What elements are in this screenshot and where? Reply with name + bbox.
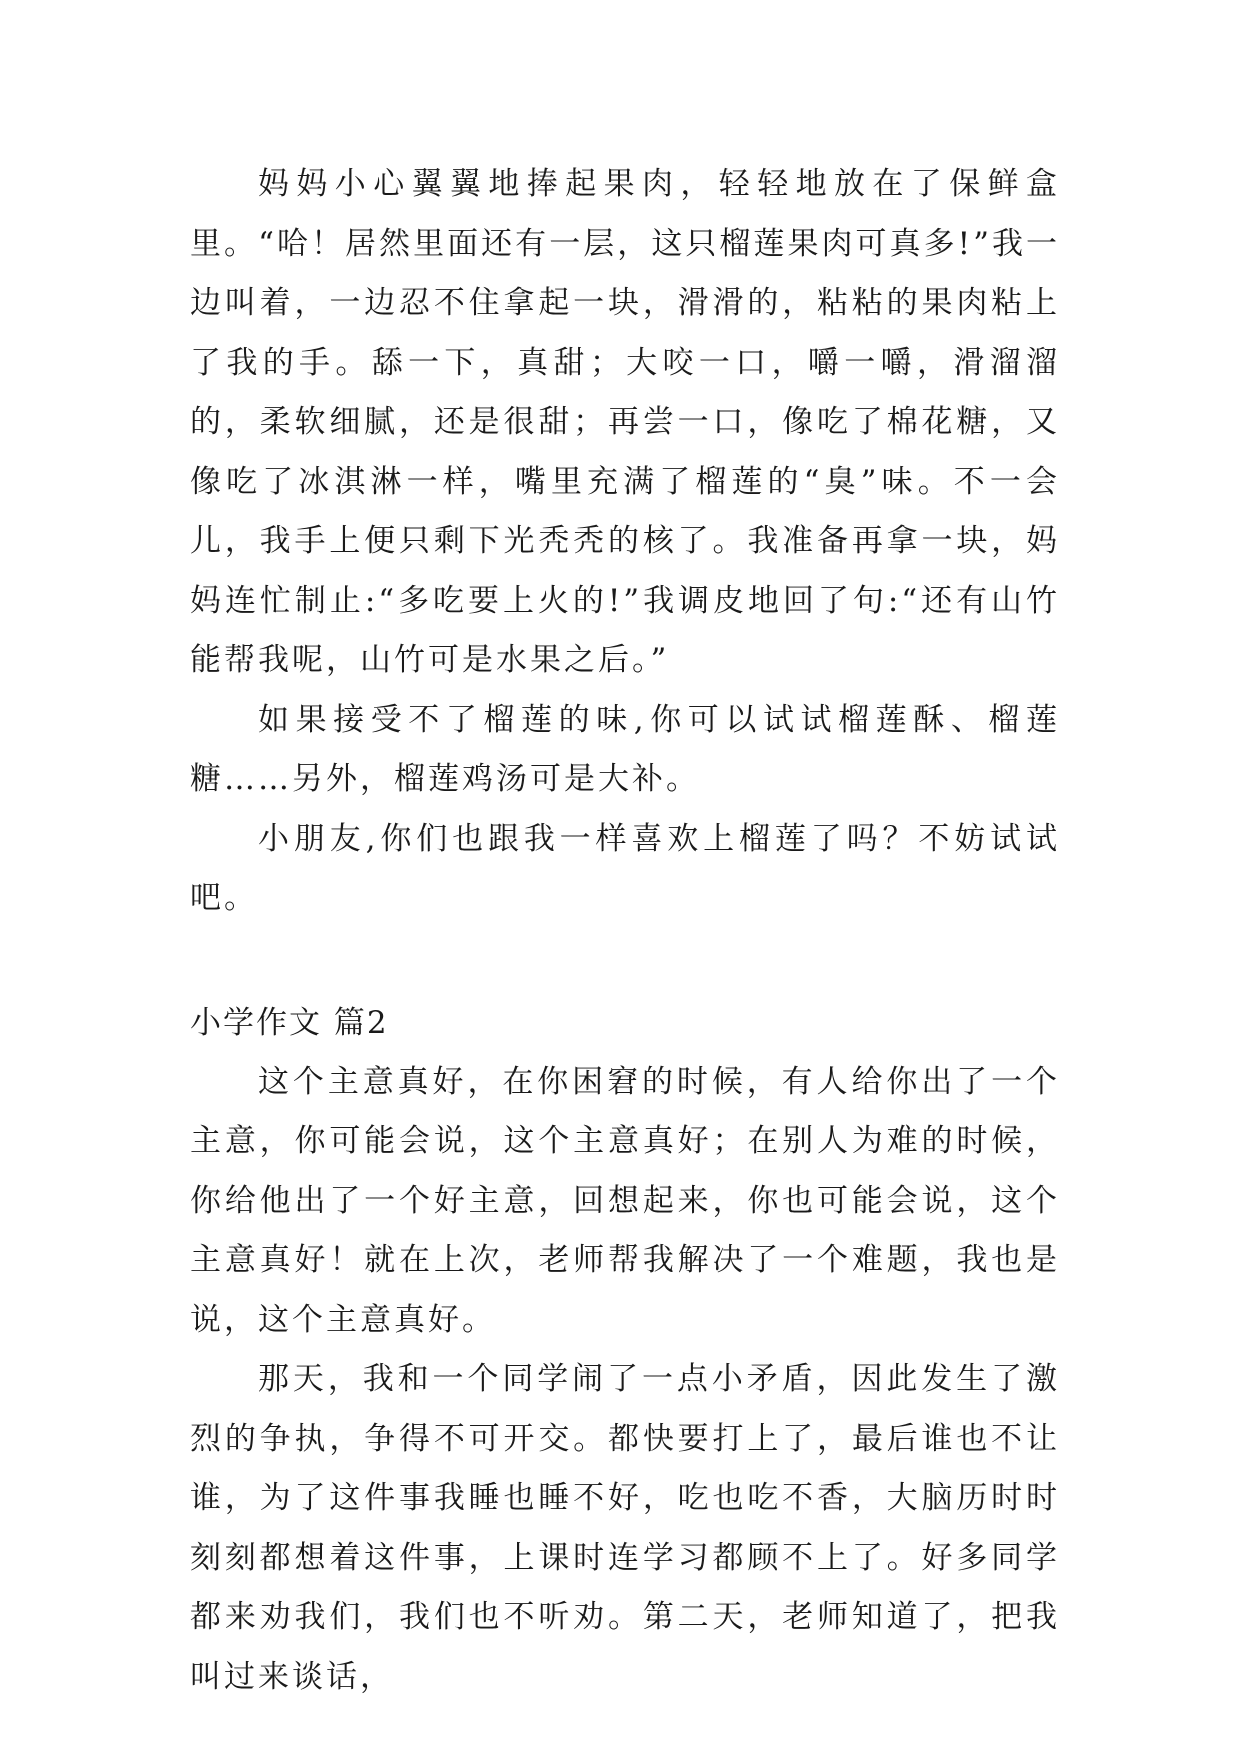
paragraph-durian-closing: 小朋友,你们也跟我一样喜欢上榴莲了吗？不妨试试吧。: [190, 820, 1060, 916]
section-gap: [190, 929, 1060, 993]
paragraph-good-idea-intro: 这个主意真好，在你困窘的时候，有人给你出了一个主意，你可能会说，这个主意真好；在别人为难的时候，你给他出了一个好主意，回想起来，你也可能会说，这个主意真好！就在上次，老师帮我解决了一个难题，我也是说，这个主意真好。: [190, 1063, 1060, 1338]
paragraph-durian-eating: 妈妈小心翼翼地捧起果肉，轻轻地放在了保鲜盒里。“哈！居然里面还有一层，这只榴莲果肉可真多!”我一边叫着，一边忍不住拿起一块，滑滑的，粘粘的果肉粘上了我的手。舔一下，真甜；大咬一口，嚼一嚼，滑溜溜的，柔软细腻，还是很甜；再尝一口，像吃了棉花糖，又像吃了冰淇淋一样，嘴里充满了榴莲的“臭”味。不一会儿，我手上便只剩下光秃秃的核了。我准备再拿一块，妈妈连忙制止:“多吃要上火的!”我调皮地回了句:“还有山竹能帮我呢，山竹可是水果之后。”: [190, 166, 1060, 678]
section-heading: 小学作文 篇2: [190, 1004, 389, 1041]
paragraph-conflict-story: 那天，我和一个同学闹了一点小矛盾，因此发生了激烈的争执，争得不可开交。都快要打上了，最后谁也不让谁，为了这件事我睡也睡不好，吃也吃不香，大脑历时时刻刻都想着这件事，上课时连学习都顾不上了。好多同学都来劝我们，我们也不听劝。第二天，老师知道了，把我叫过来谈话，: [190, 1361, 1060, 1695]
paragraph-durian-alternatives: 如果接受不了榴莲的味,你可以试试榴莲酥、榴莲糖……另外，榴莲鸡汤可是大补。: [190, 701, 1060, 797]
document-body: [190, 155, 1060, 1707]
